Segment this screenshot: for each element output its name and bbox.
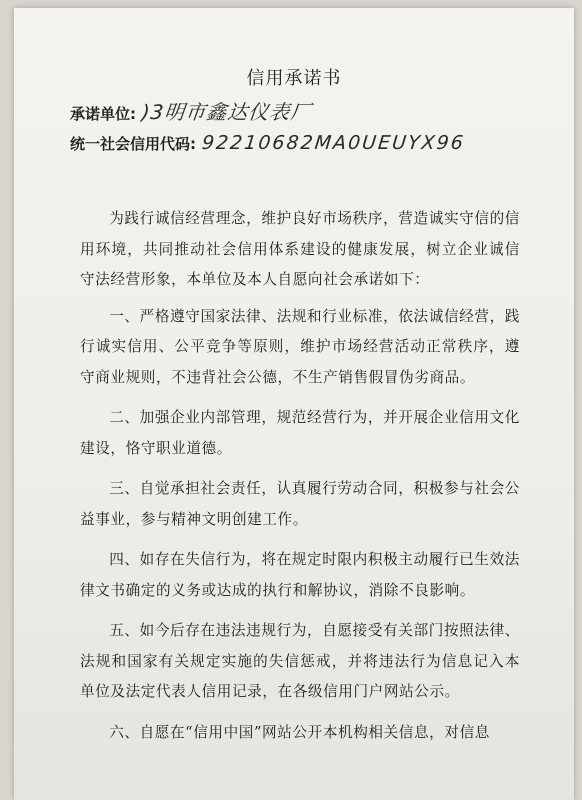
- credit-code-field: [70, 132, 465, 154]
- clause-paragraph-6: 六、自愿在“信用中国”网站公开本机构相关信息，对信息: [109, 723, 490, 741]
- unit-label: 承诺单位:: [70, 105, 136, 123]
- clause-paragraph-1: 一、严格遵守国家法律、法规和行业标准，依法诚信经营，践行诚实信用、公平竞争等原则，维护市场经营活动正常秩序，遵守商业规则，不违背社会公德，不生产销售假冒伪劣商品。: [80, 307, 520, 386]
- clause-paragraph-2: 二、加强企业内部管理，规范经营行为，并开展企业信用文化建设，恪守职业道德。: [80, 409, 520, 457]
- clause-paragraph-3: 三、自觉承担社会责任，认真履行劳动合同，积极参与社会公益事业，参与精神文明创建工作。: [80, 480, 520, 528]
- unit-field: [70, 96, 312, 125]
- commitment-body: [80, 204, 520, 758]
- clause-paragraph-4: 四、如存在失信行为，将在规定时限内积极主动履行已生效法律文书确定的义务或达成的执行和解协议，消除不良影响。: [80, 551, 520, 599]
- document-page: [14, 8, 574, 800]
- credit-code-handwritten-value: 92210682MA0UEUYX96: [200, 132, 466, 154]
- intro-paragraph: 为践行诚信经营理念，维护良好市场秩序，营造诚实守信的信用环境，共同推动社会信用体系建设的健康发展，树立企业诚信守法经营形象，本单位及本人自愿向社会承诺如下：: [80, 210, 520, 288]
- credit-code-label: 统一社会信用代码:: [70, 135, 196, 153]
- document-title: 信用承诺书: [246, 68, 342, 89]
- clause-paragraph-5: 五、如今后存在违法违规行为，自愿接受有关部门按照法律、法规和国家有关规定实施的失信惩戒，并将违法行为信息记入本单位及法定代表人信用记录，在各级信用门户网站公示。: [80, 622, 520, 700]
- unit-handwritten-value: )3明市鑫达仪表厂: [140, 100, 313, 124]
